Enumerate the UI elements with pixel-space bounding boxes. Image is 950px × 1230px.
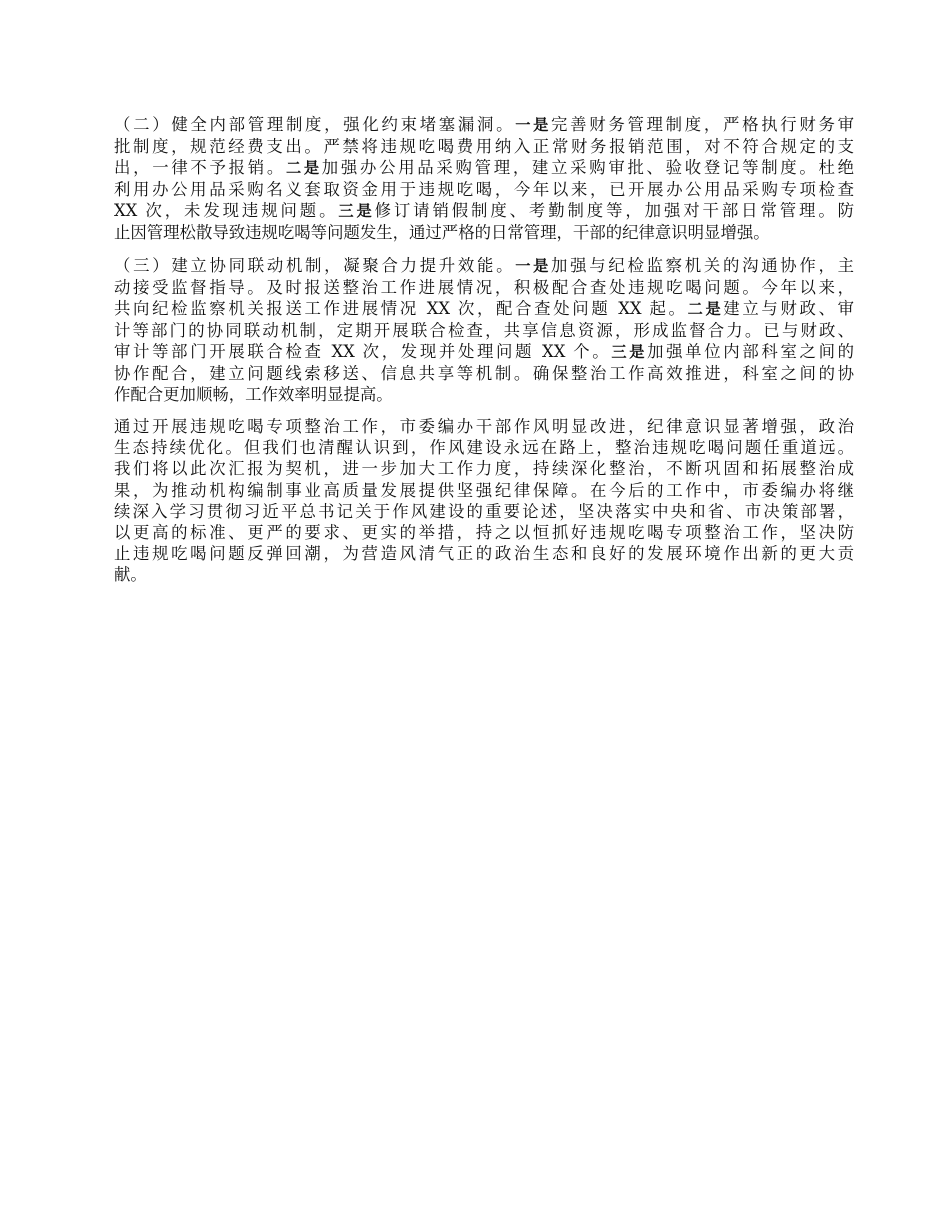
text-run: 修订请销假制度、考勤制度等，加强对干部日常管理。防 — [374, 201, 855, 221]
text-run: 作配合更加顺畅，工作效率明显提高。 — [114, 385, 393, 405]
text-line — [114, 298, 854, 320]
text-run: 续深入学习贯彻习近平总书记关于作风建设的重要论述，坚决落实中央和省、市决策部署， — [114, 501, 854, 521]
text-line — [114, 363, 854, 384]
text-line — [114, 136, 854, 157]
emphasis-label: 二是 — [285, 159, 322, 178]
text-run: 献。 — [114, 564, 147, 584]
text-run: 共向纪检监察机关报送工作进展情况 XX 次，配合查处问题 XX 起。 — [114, 298, 688, 318]
text-run: 加强办公用品采购管理，建立采购审批、验收登记等制度。杜绝 — [321, 158, 855, 178]
text-run: 果，为推动机构编制事业高质量发展提供坚强纪律保障。在今后的工作中，市委编办将继 — [114, 480, 854, 500]
paragraph — [114, 255, 854, 406]
text-line — [114, 416, 854, 437]
text-line — [114, 543, 854, 564]
text-line — [114, 179, 854, 200]
text-line — [114, 341, 854, 363]
text-line — [114, 277, 854, 298]
text-run: 动接受监督指导。及时报送整治工作进展情况，积极配合查处违规吃喝问题。今年以来， — [114, 277, 854, 297]
text-run: 协作配合，建立问题线索移送、信息共享等机制。确保整治工作高效推进，科室之间的协 — [114, 364, 854, 384]
text-run: （三）建立协同联动机制，凝聚合力提升效能。 — [114, 255, 516, 275]
emphasis-label: 三是 — [611, 342, 648, 361]
emphasis-label: 一是 — [515, 256, 552, 275]
paragraph — [114, 114, 854, 244]
text-line — [114, 480, 854, 501]
text-run: （二）健全内部管理制度，强化约束堵塞漏洞。 — [114, 115, 516, 134]
text-run: 止违规吃喝问题反弹回潮，为营造风清气正的政治生态和良好的发展环境作出新的更大贡 — [114, 543, 854, 563]
text-run: 通过开展违规吃喝专项整治工作，市委编办干部作风明显改进，纪律意识显著增强，政治 — [114, 417, 854, 437]
emphasis-label: 一是 — [515, 116, 552, 134]
text-run: 以更高的标准、更严的要求、更实的举措，持之以恒抓好违规吃喝专项整治工作，坚决防 — [114, 522, 854, 542]
text-line — [114, 501, 854, 522]
text-line — [114, 384, 854, 405]
text-run: 加强单位内部科室之间的 — [647, 341, 855, 361]
text-line — [114, 255, 854, 277]
emphasis-label: 三是 — [338, 202, 375, 221]
text-run: 完善财务管理制度，严格执行财务审 — [551, 115, 855, 134]
text-line — [114, 320, 854, 341]
text-run: 利用办公用品采购名义套取资金用于违规吃喝，今年以来，已开展办公用品采购专项检查 — [114, 180, 854, 200]
text-run: 批制度，规范经费支出。严禁将违规吃喝费用纳入正常财务报销范围，对不符合规定的支 — [114, 137, 854, 157]
text-run: 审计等部门开展联合检查 XX 次，发现并处理问题 XX 个。 — [114, 341, 612, 361]
text-line — [114, 437, 854, 458]
text-line — [114, 157, 854, 179]
text-run: 建立与财政、审 — [723, 298, 855, 318]
text-line — [114, 564, 854, 585]
text-line — [114, 522, 854, 543]
text-line — [114, 114, 854, 136]
text-line — [114, 458, 854, 479]
text-run: 生态持续优化。但我们也清醒认识到，作风建设永远在路上，整治违规吃喝问题任重道远。 — [114, 438, 854, 458]
text-run: XX 次，未发现违规问题。 — [114, 201, 339, 221]
paragraph — [114, 416, 854, 585]
document-body — [114, 114, 854, 596]
text-line — [114, 222, 854, 243]
text-run: 计等部门的协同联动机制，定期开展联合检查，共享信息资源，形成监督合力。已与财政、 — [114, 320, 854, 340]
text-run: 我们将以此次汇报为契机，进一步加大工作力度，持续深化整治，不断巩固和拓展整治成 — [114, 459, 854, 479]
text-run: 加强与纪检监察机关的沟通协作，主 — [551, 255, 855, 275]
text-line — [114, 200, 854, 222]
text-run: 止因管理松散导致违规吃喝等问题发生，通过严格的日常管理，干部的纪律意识明显增强。 — [114, 223, 770, 243]
emphasis-label: 二是 — [687, 299, 724, 318]
text-run: 出，一律不予报销。 — [114, 158, 286, 178]
